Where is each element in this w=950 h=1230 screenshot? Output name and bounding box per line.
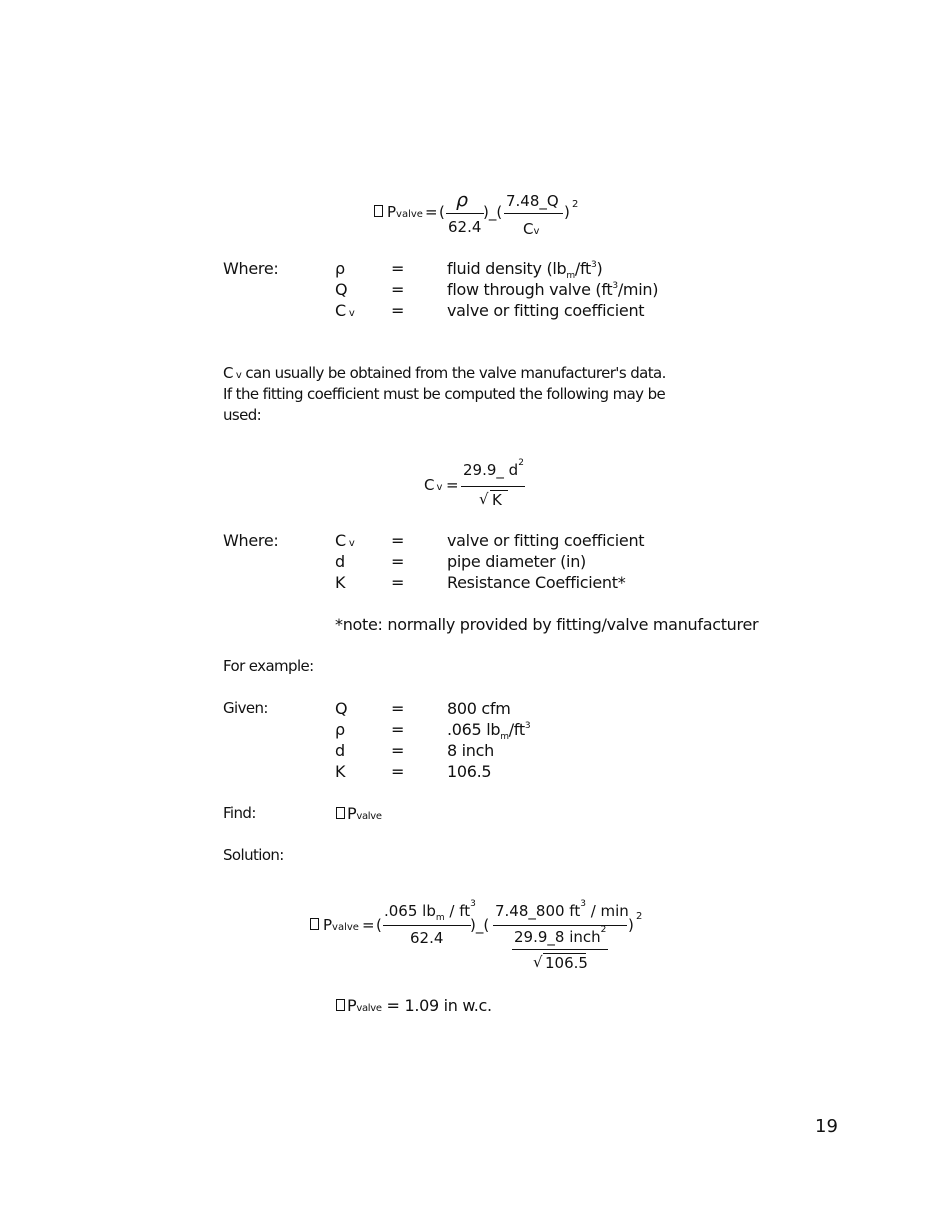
delta-symbol-icon xyxy=(310,918,319,930)
formula1-close-mult: )_( xyxy=(483,203,503,221)
formula2-equals: = xyxy=(446,476,459,494)
delta-symbol-icon xyxy=(374,205,383,217)
where-label: Where: xyxy=(223,259,279,278)
where2-desc-1: valve or fitting coefficient xyxy=(447,531,645,550)
given-value-3: 8 inch xyxy=(447,741,494,760)
given-value-4: 106.5 xyxy=(447,762,492,781)
formula3-fraction-line-3 xyxy=(512,949,608,950)
given-label: Given: xyxy=(223,699,268,717)
where1-eq-3: = xyxy=(391,301,405,320)
formula1-open-paren: ( xyxy=(439,203,445,221)
formula2-denominator: K xyxy=(492,491,502,509)
formula1-numerator: 7.48_Q xyxy=(506,192,559,210)
where2-eq-3: = xyxy=(391,573,405,592)
formula1-fraction-line-1 xyxy=(446,213,484,214)
formula1-rho-denominator: 62.4 xyxy=(448,218,482,236)
formula1-fraction-line-2 xyxy=(504,213,563,214)
formula3-den2-bottom: 106.5 xyxy=(545,954,588,972)
given-eq-1: = xyxy=(391,699,405,718)
formula3-sqrt-icon: √ xyxy=(533,953,543,971)
formula1-equals: = xyxy=(425,203,438,221)
given-eq-4: = xyxy=(391,762,405,781)
solution-label: Solution: xyxy=(223,846,284,864)
formula3-fraction-line-1 xyxy=(383,925,471,926)
where1-eq-1: = xyxy=(391,259,405,278)
manufacturer-note: *note: normally provided by fitting/valve manufacturer xyxy=(335,615,759,634)
given-value-2: .065 $lb_m/ft^3$ xyxy=(447,720,531,743)
formula3-num2: 7.48_800 $ft^3$ / min xyxy=(495,899,629,920)
formula1-lhs: Pvalve xyxy=(387,203,423,221)
find-label: Find: xyxy=(223,804,256,822)
formula2-numerator: 29.9_ $d^2$ xyxy=(463,458,524,479)
where2-desc-3: Resistance Coefficient* xyxy=(447,573,626,592)
formula3-close-mult: )_( xyxy=(470,916,490,934)
given-symbol-d: d xyxy=(335,741,345,760)
given-symbol-k: K xyxy=(335,762,346,781)
formula3-exponent: 2 xyxy=(636,911,643,922)
formula2-fraction-line xyxy=(461,486,525,487)
formula1-cv: Cv xyxy=(523,220,540,238)
formula2-sqrt-icon: √ xyxy=(479,490,489,508)
where1-eq-2: = xyxy=(391,280,405,299)
where2-symbol-d: d xyxy=(335,552,345,571)
given-symbol-rho: ρ xyxy=(335,720,345,739)
where1-symbol-rho: ρ xyxy=(335,259,345,278)
formula1-exponent: 2 xyxy=(572,199,579,210)
find-value: Pvalve xyxy=(347,804,382,823)
given-eq-2: = xyxy=(391,720,405,739)
example-intro: For example: xyxy=(223,657,314,675)
formula1-rho: ρ xyxy=(456,189,469,211)
where-label: Where: xyxy=(223,531,279,550)
delta-symbol-icon xyxy=(336,999,345,1011)
formula3-num1: .065 $lb_m / ft^3$ xyxy=(384,899,476,923)
result-value: Pvalve = 1.09 in w.c. xyxy=(347,996,492,1015)
where2-eq-2: = xyxy=(391,552,405,571)
where2-eq-1: = xyxy=(391,531,405,550)
where1-desc-2: flow through valve $(ft^3/\min)$ xyxy=(447,280,659,299)
formula1-close-paren: ) xyxy=(564,203,570,221)
given-symbol-q: Q xyxy=(335,699,348,718)
formula3-lhs: Pvalve xyxy=(323,916,359,934)
formula2-lhs: Cv xyxy=(424,476,443,494)
paragraph-line-2: If the fitting coefficient must be computed the following may be xyxy=(223,385,666,403)
formula3-den1: 62.4 xyxy=(410,929,444,947)
formula3-fraction-line-2 xyxy=(493,925,627,926)
formula3-equals: = xyxy=(362,916,375,934)
formula3-close-paren: ) xyxy=(628,916,634,934)
where1-desc-1: fluid density $(lb_m/ft^3)$ xyxy=(447,259,603,282)
page-number: 19 xyxy=(815,1116,838,1137)
formula3-den2-top: 29.9_8 inch$^2$ xyxy=(514,925,607,946)
where1-desc-3: valve or fitting coefficient xyxy=(447,301,645,320)
given-eq-3: = xyxy=(391,741,405,760)
paragraph-line-1: Cv can usually be obtained from the valve manufacturer's data. xyxy=(223,364,666,382)
delta-symbol-icon xyxy=(336,807,345,819)
where1-symbol-cv: Cv xyxy=(335,301,355,320)
where2-symbol-k: K xyxy=(335,573,346,592)
where2-symbol-cv: Cv xyxy=(335,531,355,550)
given-value-1: 800 cfm xyxy=(447,699,511,718)
paragraph-line-3: used: xyxy=(223,406,262,424)
where1-symbol-q: Q xyxy=(335,280,348,299)
where2-desc-2: pipe diameter (in) xyxy=(447,552,586,571)
formula3-open-paren: ( xyxy=(376,916,382,934)
